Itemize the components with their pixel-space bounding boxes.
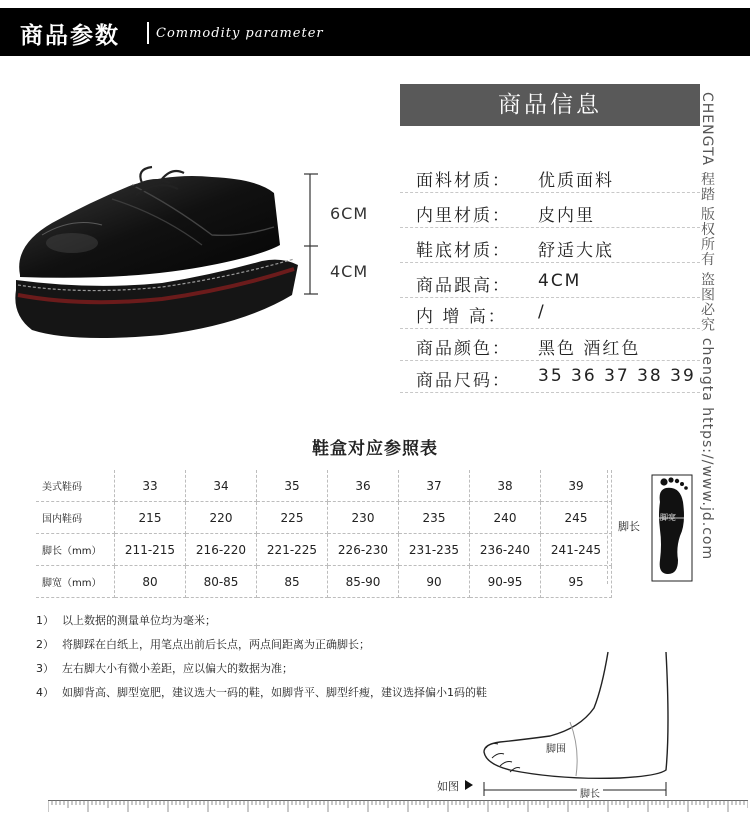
info-row bbox=[400, 162, 700, 193]
table-cell: 230 bbox=[328, 502, 399, 534]
ruler bbox=[48, 800, 748, 814]
table-cell: 80 bbox=[115, 566, 186, 598]
table-cell: 241-245 bbox=[541, 534, 612, 566]
info-value: 皮内里 bbox=[538, 206, 595, 226]
info-row bbox=[400, 298, 700, 329]
note-item bbox=[36, 612, 216, 628]
section-header bbox=[0, 8, 750, 56]
section-title: 商品参数 bbox=[20, 23, 120, 49]
info-key: 内里材质： bbox=[416, 206, 511, 226]
info-title: 商品信息 bbox=[400, 84, 700, 126]
info-value: 4CM bbox=[538, 271, 582, 291]
table-cell: 37 bbox=[399, 470, 470, 502]
table-cell: 85 bbox=[257, 566, 328, 598]
note-number: 3） bbox=[36, 662, 54, 675]
info-value: 舒适大底 bbox=[538, 241, 614, 261]
table-cell: 33 bbox=[115, 470, 186, 502]
table-cell: 90 bbox=[399, 566, 470, 598]
row-label: 美式鞋码 bbox=[36, 470, 115, 502]
title-divider bbox=[147, 22, 149, 44]
info-row bbox=[400, 362, 700, 393]
dimension-labels bbox=[300, 172, 370, 302]
note-number: 4） bbox=[36, 686, 54, 699]
note-text: 左右脚大小有微小差距，应以偏大的数据为准； bbox=[62, 662, 293, 675]
size-table-title: 鞋盒对应参照表 bbox=[312, 439, 438, 459]
info-row bbox=[400, 330, 700, 361]
table-cell: 211-215 bbox=[115, 534, 186, 566]
table-cell: 216-220 bbox=[186, 534, 257, 566]
size-table bbox=[36, 470, 612, 598]
foot-length-label: 脚长 bbox=[618, 520, 640, 533]
table-row bbox=[36, 566, 612, 598]
table-row bbox=[36, 470, 612, 502]
table-cell: 36 bbox=[328, 470, 399, 502]
note-text: 如脚背高、脚型宽肥，建议选大一码的鞋，如脚背平、脚型纤瘦，建议选择偏小1码的鞋 bbox=[62, 686, 487, 699]
note-item bbox=[36, 660, 293, 676]
table-cell: 35 bbox=[257, 470, 328, 502]
note-item bbox=[36, 684, 487, 700]
arrow-right-icon bbox=[465, 780, 473, 790]
info-row bbox=[400, 197, 700, 228]
table-cell: 240 bbox=[470, 502, 541, 534]
table-cell: 245 bbox=[541, 502, 612, 534]
table-cell: 85-90 bbox=[328, 566, 399, 598]
length-label: 脚长 bbox=[577, 785, 603, 800]
info-value: / bbox=[538, 302, 546, 322]
info-key: 商品跟高： bbox=[416, 276, 511, 296]
table-cell: 34 bbox=[186, 470, 257, 502]
table-cell: 235 bbox=[399, 502, 470, 534]
foot-measure-diagram bbox=[470, 648, 680, 800]
table-cell: 221-225 bbox=[257, 534, 328, 566]
table-row bbox=[36, 534, 612, 566]
note-number: 1） bbox=[36, 614, 54, 627]
watermark-text: CHENGTA 程踏 版权所有 盗图必究 chengta https://www.jd.com bbox=[699, 92, 715, 561]
info-key: 商品尺码： bbox=[416, 371, 511, 391]
shoe-image bbox=[12, 165, 302, 350]
info-row bbox=[400, 232, 700, 263]
note-text: 将脚踩在白纸上，用笔点出前后长点，两点间距离为正确脚长； bbox=[62, 638, 370, 651]
info-value: 35 36 37 38 39 bbox=[538, 366, 696, 386]
info-key: 面料材质： bbox=[416, 171, 511, 191]
footprint-icon bbox=[650, 474, 694, 582]
table-cell: 226-230 bbox=[328, 534, 399, 566]
table-cell: 225 bbox=[257, 502, 328, 534]
note-text: 以上数据的测量单位均为毫米； bbox=[62, 614, 216, 627]
section-subtitle: Commodity parameter bbox=[156, 26, 324, 41]
foot-measure-box bbox=[607, 470, 696, 584]
table-cell: 39 bbox=[541, 470, 612, 502]
info-value: 黑色 酒红色 bbox=[538, 339, 641, 359]
table-row bbox=[36, 502, 612, 534]
girth-label: 脚围 bbox=[546, 744, 566, 755]
table-cell: 80-85 bbox=[186, 566, 257, 598]
table-cell: 220 bbox=[186, 502, 257, 534]
table-cell: 38 bbox=[470, 470, 541, 502]
foot-width-label: 脚宽 bbox=[660, 513, 676, 522]
table-cell: 236-240 bbox=[470, 534, 541, 566]
info-key: 鞋底材质： bbox=[416, 241, 511, 261]
note-number: 2） bbox=[36, 638, 54, 651]
row-label: 脚宽（mm） bbox=[36, 566, 115, 598]
note-item bbox=[36, 636, 370, 652]
table-cell: 231-235 bbox=[399, 534, 470, 566]
table-cell: 215 bbox=[115, 502, 186, 534]
upper-height-label: 6CM bbox=[330, 204, 369, 223]
info-key: 商品颜色： bbox=[416, 339, 511, 359]
table-cell: 90-95 bbox=[470, 566, 541, 598]
row-label: 国内鞋码 bbox=[36, 502, 115, 534]
heel-height-label: 4CM bbox=[330, 262, 369, 281]
row-label: 脚长（mm） bbox=[36, 534, 115, 566]
info-row bbox=[400, 267, 700, 298]
as-shown-label: 如图 bbox=[437, 780, 459, 793]
info-key: 内 增 高： bbox=[416, 307, 507, 327]
info-value: 优质面料 bbox=[538, 171, 614, 191]
table-cell: 95 bbox=[541, 566, 612, 598]
